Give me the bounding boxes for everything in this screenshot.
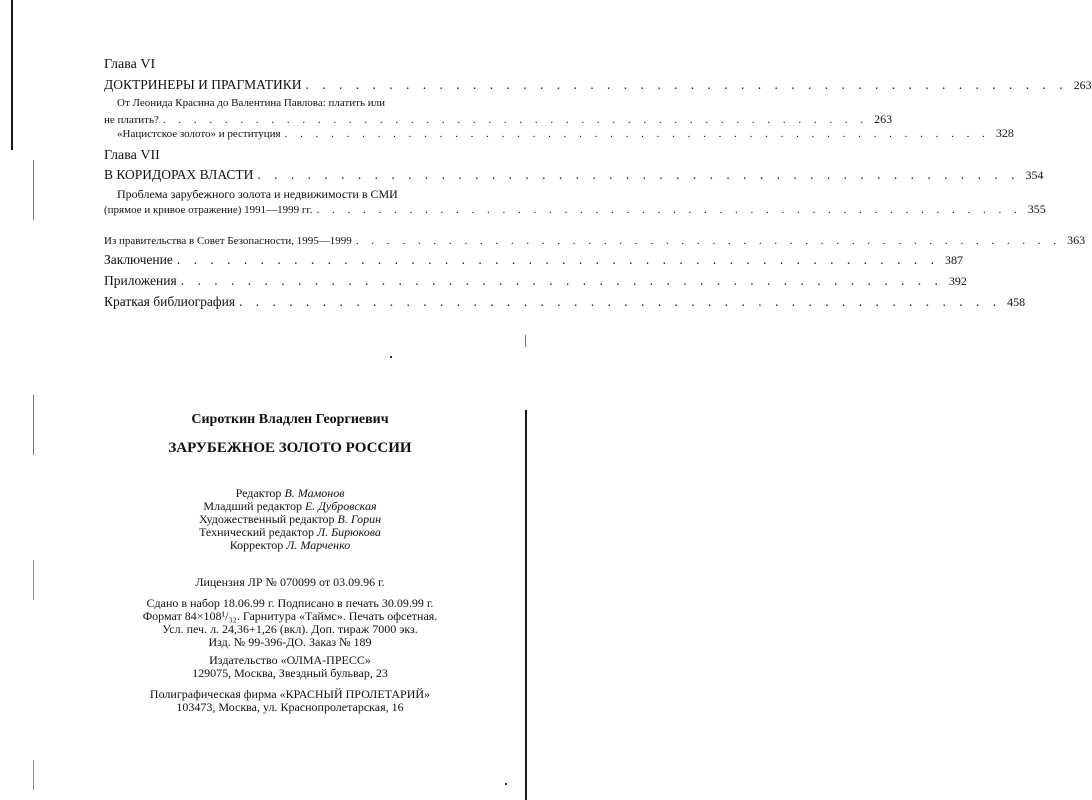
leader-dots: . . . . . . . . . . . . . . . . . . . . . . . . . . . . . . . . . . . . . . . . . . . . . . — [176, 252, 939, 267]
left-page-edge-lower — [33, 160, 34, 220]
publisher-block — [100, 654, 480, 680]
publisher-name: Издательство «ОЛМА-ПРЕСС» — [209, 653, 371, 667]
tech-editor-name: Л. Бирюкова — [316, 525, 381, 539]
entry1-line2: не платить? — [104, 114, 159, 126]
license-block — [100, 576, 480, 589]
entry1-page: 263 — [874, 112, 893, 126]
print-line-4: Изд. № 99-396-ДО. Заказ № 189 — [208, 635, 372, 649]
entry3-line1: Проблема зарубежного золота и недвижимости в СМИ — [117, 187, 398, 201]
print-line-3: Усл. печ. л. 24,36+1,26 (вкл). Доп. тираж 7000 экз. — [162, 622, 418, 636]
left-margin-mark-2 — [33, 560, 34, 600]
printer-block — [100, 688, 480, 714]
editor-name: В. Мамонов — [284, 486, 345, 500]
chapter6-label: Глава VI — [104, 57, 156, 72]
leader-dots: . . . . . . . . . . . . . . . . . . . . . . . . . . . . . . . . . . . . . . . . . . . . . . — [355, 235, 1062, 247]
scan-speck — [390, 356, 392, 358]
entry2-title: «Нацистское золото» и реституция — [117, 128, 281, 140]
print-info-block — [100, 597, 480, 649]
author-name: Сироткин Владлен Георгиевич — [191, 412, 389, 427]
book-title: ЗАРУБЕЖНОЕ ЗОЛОТО РОССИИ — [168, 440, 412, 456]
license-line: Лицензия ЛР № 070099 от 03.09.96 г. — [195, 575, 385, 589]
chapter6-page: 263 — [1073, 78, 1092, 92]
toc-row-bibliography — [104, 294, 1026, 310]
left-margin-mark — [33, 395, 34, 455]
toc-row-chapter7 — [104, 167, 1044, 183]
tech-editor-role: Технический редактор — [199, 525, 314, 539]
entry1-line1: От Леонида Красина до Валентина Павлова: платить или — [117, 97, 386, 109]
printer-address: 103473, Москва, ул. Краснопролетарская, 16 — [176, 700, 404, 714]
corrector-name: Л. Марченко — [286, 538, 351, 552]
left-margin-mark-3 — [33, 760, 34, 790]
bibliography-page: 458 — [1007, 295, 1026, 309]
right-page-edge — [525, 410, 527, 800]
entry3-page: 355 — [1027, 202, 1046, 216]
left-page-edge — [11, 0, 13, 150]
publisher-address: 129075, Москва, Звездный бульвар, 23 — [192, 666, 388, 680]
toc-row-conclusion — [104, 252, 963, 268]
chapter7-title: В КОРИДОРАХ ВЛАСТИ — [104, 167, 254, 182]
corrector-role: Корректор — [229, 538, 284, 552]
right-page-edge-top — [525, 335, 526, 347]
entry4-title: Из правительства в Совет Безопасности, 1995—1999 — [104, 235, 352, 247]
toc-row-entry1 — [104, 112, 893, 127]
toc-row-entry2 — [117, 126, 1014, 141]
appendix-page: 392 — [948, 274, 967, 288]
toc-row-entry4 — [104, 233, 1086, 248]
leader-dots: . . . . . . . . . . . . . . . . . . . . . . . . . . . . . . . . . . . . . . . . . . . . . . — [284, 128, 990, 140]
leader-dots: . . . . . . . . . . . . . . . . . . . . . . . . . . . . . . . . . . . . . . . . . . . . . . — [305, 77, 1068, 92]
junior-editor-role: Младший редактор — [203, 499, 302, 513]
leader-dots: . . . . . . . . . . . . . . . . . . . . . . . . . . . . . . . . . . . . . . . . . . . . . . — [162, 114, 869, 126]
junior-editor-name: Е. Дубровская — [304, 499, 377, 513]
toc-row-appendix — [104, 273, 967, 289]
conclusion-title: Заключение — [104, 252, 173, 267]
print-line-1: Сдано в набор 18.06.99 г. Подписано в печать 30.09.99 г. — [146, 596, 434, 610]
scan-speck — [505, 783, 507, 785]
chapter6-title: ДОКТРИНЕРЫ И ПРАГМАТИКИ — [104, 77, 302, 92]
leader-dots: . . . . . . . . . . . . . . . . . . . . . . . . . . . . . . . . . . . . . . . . . . . . . . — [316, 204, 1022, 216]
print-line-2: Формат 84×108¹/₃₂. Гарнитура «Таймс». Печать офсетная. — [142, 609, 438, 623]
entry2-page: 328 — [995, 126, 1014, 140]
credits-block — [100, 487, 480, 552]
appendix-title: Приложения — [104, 273, 177, 288]
leader-dots: . . . . . . . . . . . . . . . . . . . . . . . . . . . . . . . . . . . . . . . . . . . . . . — [257, 167, 1020, 182]
chapter7-page: 354 — [1025, 168, 1044, 182]
leader-dots: . . . . . . . . . . . . . . . . . . . . . . . . . . . . . . . . . . . . . . . . . . . . . . — [239, 294, 1002, 309]
chapter7-label: Глава VII — [104, 148, 160, 163]
entry4-page: 363 — [1067, 233, 1086, 247]
art-editor-role: Художественный редактор — [198, 512, 335, 526]
entry3-line2: (прямое и кривое отражение) 1991—1999 гг. — [104, 204, 313, 216]
leader-dots: . . . . . . . . . . . . . . . . . . . . . . . . . . . . . . . . . . . . . . . . . . . . . . — [180, 273, 943, 288]
credit-corrector — [100, 539, 480, 552]
art-editor-name: В. Горин — [337, 512, 382, 526]
conclusion-page: 387 — [944, 253, 963, 267]
toc-row-entry3 — [104, 202, 1046, 217]
editor-role: Редактор — [235, 486, 282, 500]
bibliography-title: Краткая библиография — [104, 294, 236, 309]
printer-name: Полиграфическая фирма «КРАСНЫЙ ПРОЛЕТАРИЙ» — [149, 687, 431, 701]
toc-row-chapter6 — [104, 77, 1092, 93]
